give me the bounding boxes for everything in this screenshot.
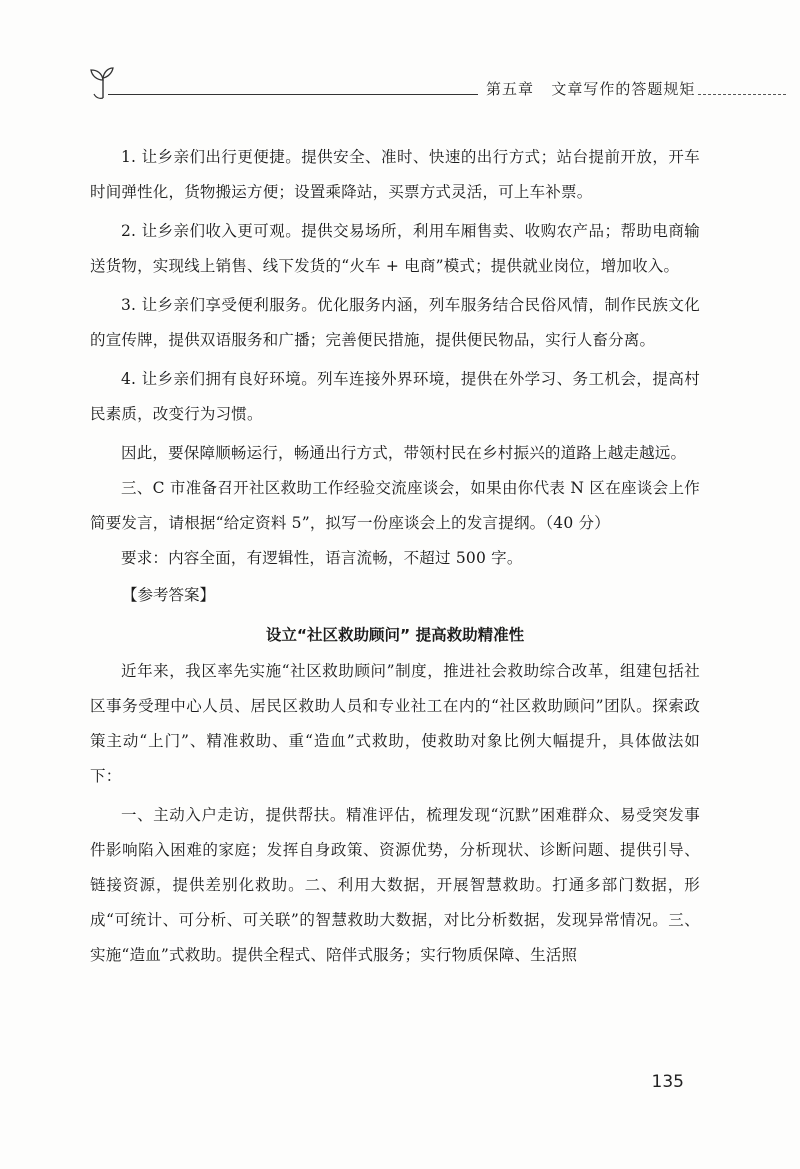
question-three: 三、C 市准备召开社区救助工作经验交流座谈会，如果由你代表 N 区在座谈会上作简要发言，请根据“给定资料 5”，拟写一份座谈会上的发言提纲。（40 分） (90, 479, 700, 532)
paragraph-4: 4. 让乡亲们拥有良好环境。列车连接外界环境，提供在外学习、务工机会，提高村民素质，改变行为习惯。 (90, 370, 700, 423)
paragraph-2: 2. 让乡亲们收入更可观。提供交易场所，利用车厢售卖、收购农产品；帮助电商输送货物，实现线上销售、线下发货的“火车 + 电商”模式；提供就业岗位，增加收入。 (90, 222, 700, 275)
header-rule-right (698, 94, 786, 95)
chapter-name: 文章写作的答题规矩 (551, 80, 696, 98)
chapter-title (478, 78, 703, 99)
requirements: 要求：内容全面，有逻辑性，语言流畅，不超过 500 字。 (121, 549, 523, 567)
paragraph-5: 因此，要保障顺畅运行，畅通出行方式，带领村民在乡村振兴的道路上越走越远。 (121, 444, 687, 462)
answer-paragraph-1: 近年来，我区率先实施“社区救助顾问”制度，推进社会救助综合改革，组建包括社区事务受理中心人员、居民区救助人员和专业社工在内的“社区救助顾问”团队。探索政策主动“上门”、精准救助、重“造血”式救助，使救助对象比例大幅提升，具体做法如下： (90, 662, 700, 785)
paragraph-3: 3. 让乡亲们享受便利服务。优化服务内涵，列车服务结合民俗风情，制作民族文化的宣传牌，提供双语服务和广播；完善便民措施，提供便民物品，实行人畜分离。 (90, 296, 700, 349)
answer-heading: 设立“社区救助顾问” 提高救助精准性 (265, 626, 525, 644)
answer-paragraph-2: 一、主动入户走访，提供帮扶。精准评估，梳理发现“沉默”困难群众、易受突发事件影响陷入困难的家庭；发挥自身政策、资源优势，分析现状、诊断问题、提供引导、链接资源，提供差别化救助。二、利用大数据，开展智慧救助。打通多部门数据，形成“可统计、可分析、可关联”的智慧救助大数据，对比分析数据，发现异常情况。三、实施“造血”式救助。提供全程式、陪伴式服务；实行物质保障、生活照 (90, 806, 700, 964)
page-number: 135 (651, 1072, 684, 1092)
reference-answer-label: 【参考答案】 (122, 586, 216, 604)
chapter-number: 第五章 (486, 80, 535, 98)
running-header (86, 64, 786, 104)
paragraph-1: 1. 让乡亲们出行更便捷。提供安全、准时、快速的出行方式；站台提前开放，开车时间弹性化，货物搬运方便；设置乘降站，买票方式灵活，可上车补票。 (90, 148, 700, 201)
page-body (90, 140, 700, 973)
